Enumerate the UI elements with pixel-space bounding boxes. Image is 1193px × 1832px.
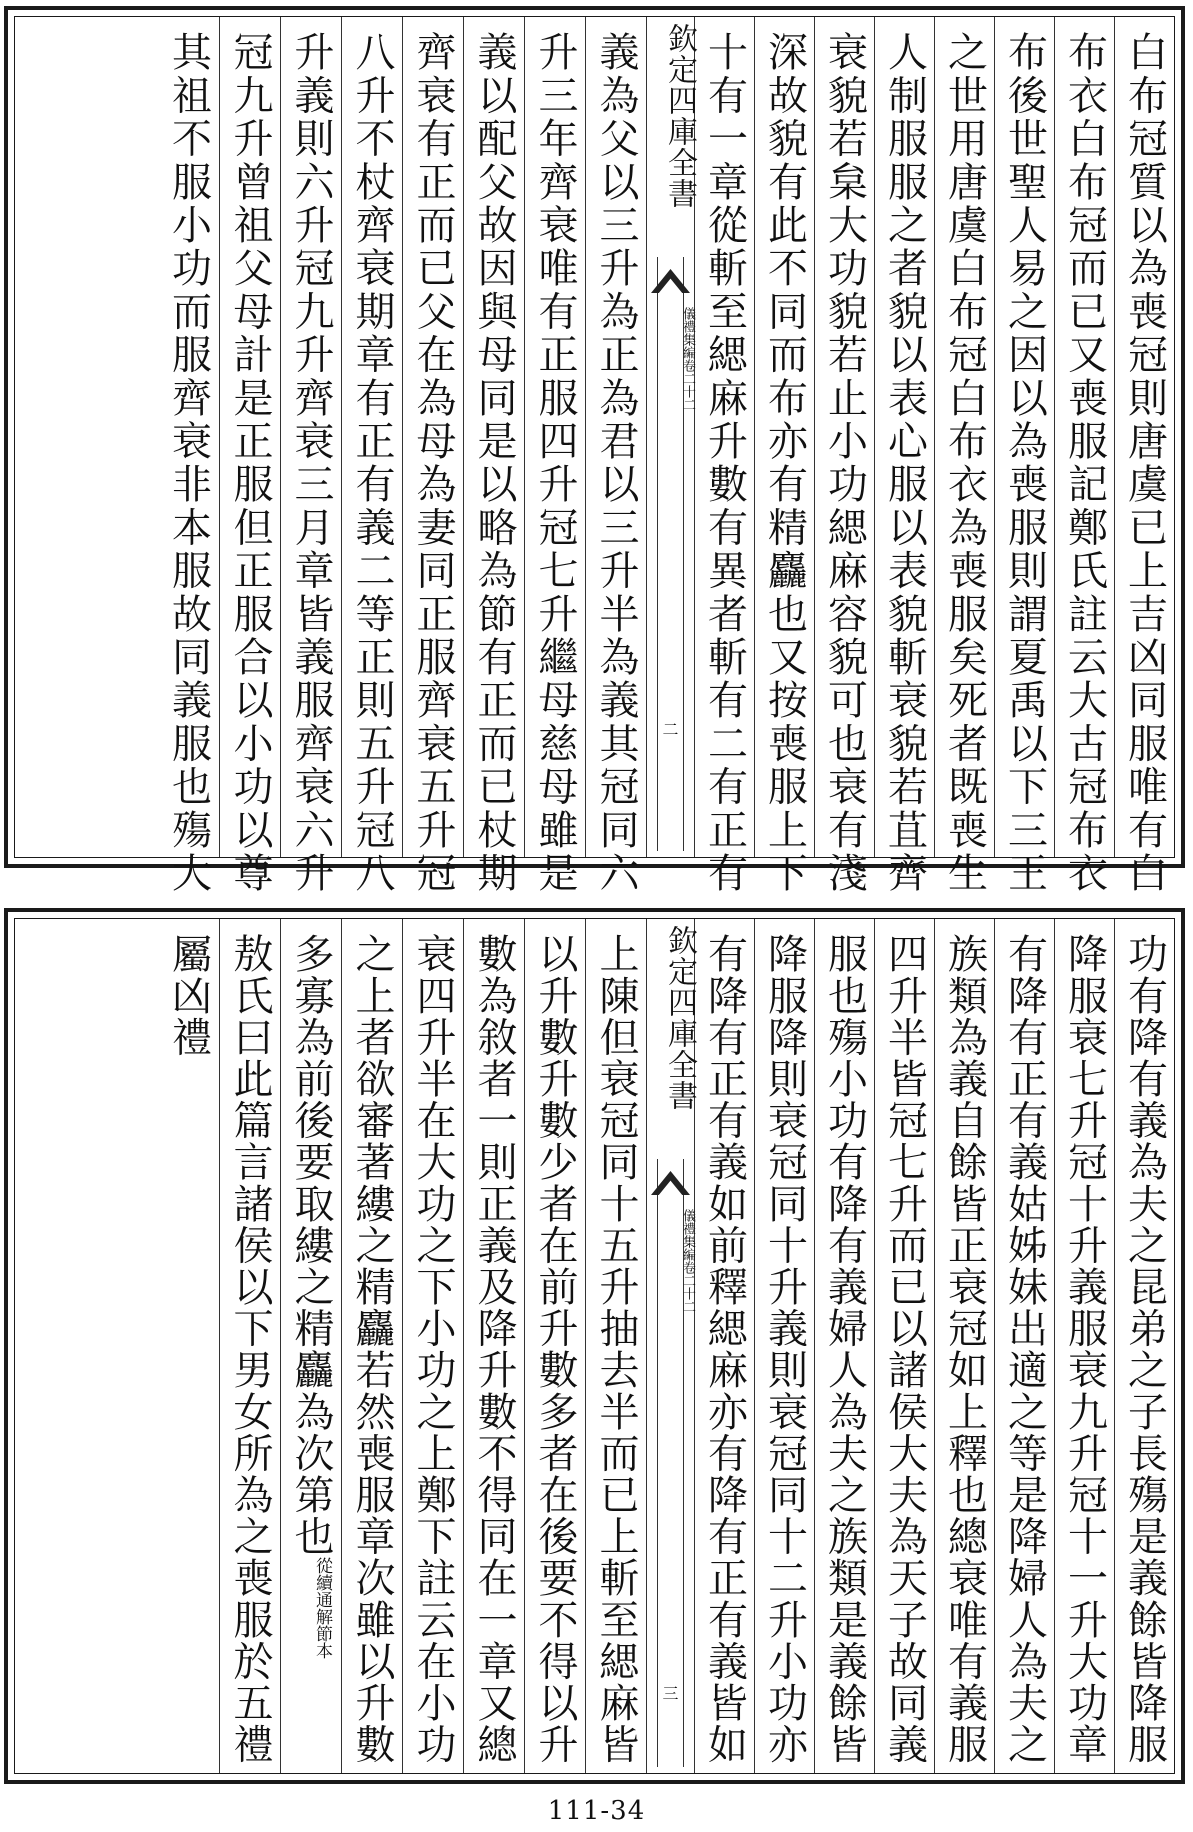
column-text: 有降有正有義姑姊妹出適之等是降婦人為夫之 bbox=[1001, 933, 1048, 1765]
book-title: 儀禮集編 卷二十二 bbox=[680, 307, 695, 411]
column-text: 十有一章從斬至緦麻升數有異者斬有二有正有 bbox=[701, 31, 748, 895]
text-column bbox=[814, 17, 874, 895]
text-column bbox=[280, 17, 341, 895]
column-text: 白布冠質以為喪冠則唐虞已上吉凶同服唯有白 bbox=[1121, 31, 1168, 895]
text-column bbox=[158, 17, 219, 895]
text-column bbox=[219, 17, 280, 895]
text-column bbox=[1054, 17, 1114, 895]
text-column bbox=[341, 17, 402, 895]
column-text: 升義則六升冠九升齊衰三月章皆義服齊衰六升 bbox=[288, 31, 334, 895]
column-text: 有降有正有義如前釋緦麻亦有降有正有義皆如 bbox=[701, 933, 748, 1765]
folio-number: 二 bbox=[662, 720, 679, 739]
series-title: 欽定四庫全書 bbox=[662, 23, 697, 209]
text-column bbox=[874, 17, 934, 895]
top-page bbox=[4, 6, 1185, 895]
center-fold bbox=[646, 919, 697, 1773]
text-column bbox=[694, 17, 754, 895]
folio-number: 三 bbox=[662, 1684, 679, 1703]
column-text: 降服降則衰冠同十升義則衰冠同十二升小功亦 bbox=[761, 933, 808, 1765]
bottom-page bbox=[4, 908, 1185, 1784]
column-text: 之上者欲審著縷之精麤若然喪服章次雖以升數 bbox=[349, 933, 395, 1765]
text-column bbox=[934, 17, 994, 895]
column-text-with-note bbox=[288, 933, 334, 1659]
text-column bbox=[934, 919, 994, 1773]
text-column bbox=[158, 919, 219, 1773]
text-column bbox=[463, 17, 524, 895]
text-column bbox=[994, 17, 1054, 895]
text-column bbox=[280, 919, 341, 1773]
text-column bbox=[994, 919, 1054, 1773]
column-text: 服也殤小功有降有義婦人為夫之族類是義餘皆 bbox=[821, 933, 868, 1765]
page-number: 111-34 bbox=[547, 1796, 646, 1826]
column-text: 深故貌有此不同而布亦有精麤也又按喪服上下 bbox=[761, 31, 808, 895]
text-column bbox=[402, 919, 463, 1773]
center-fold bbox=[646, 17, 697, 857]
text-column bbox=[524, 919, 585, 1773]
column-text: 升三年齊衰唯有正服四升冠七升繼母慈母雖是 bbox=[532, 31, 578, 895]
text-column bbox=[1114, 919, 1174, 1773]
column-text: 功有降有義為夫之昆弟之子長殤是義餘皆降服 bbox=[1121, 933, 1168, 1765]
column-text: 數為敘者一則正義及降升數不得同在一章又總 bbox=[471, 933, 517, 1765]
column-text: 人制服服之者貌以表心服以表貌斬衰貌若苴齊 bbox=[881, 31, 928, 895]
book-title: 儀禮集編 卷二十二 bbox=[680, 1209, 695, 1313]
text-column bbox=[694, 919, 754, 1773]
bottom-page-frame bbox=[14, 918, 1175, 1774]
column-text: 衰貌若枲大功貌若止小功緦麻容貌可也衰有淺 bbox=[821, 31, 868, 895]
column-text: 布衣白布冠而已又喪服記鄭氏註云大古冠布衣 bbox=[1061, 31, 1108, 895]
column-text: 屬凶禮 bbox=[165, 933, 212, 1058]
column-text: 八升不杖齊衰期章有正有義二等正則五升冠八 bbox=[349, 31, 395, 895]
text-column bbox=[874, 919, 934, 1773]
column-text: 敖氏曰此篇言諸侯以下男女所為之喪服於五禮 bbox=[227, 933, 273, 1765]
column-text: 以升數升數少者在前升數多者在後要不得以升 bbox=[532, 933, 578, 1765]
column-text: 族類為義自餘皆正衰冠如上釋也總衰唯有義服 bbox=[941, 933, 988, 1765]
column-text: 布後世聖人易之因以為喪服則謂夏禹以下三王 bbox=[1001, 31, 1048, 895]
text-column bbox=[341, 919, 402, 1773]
text-column bbox=[1114, 17, 1174, 895]
column-text: 冠九升曾祖父母計是正服但正服合以小功以尊 bbox=[227, 31, 273, 895]
text-column bbox=[585, 919, 646, 1773]
text-column bbox=[814, 919, 874, 1773]
top-page-frame bbox=[14, 16, 1175, 895]
column-text: 其祖不服小功而服齊衰非本服故同義服也殤大 bbox=[165, 31, 212, 895]
text-column bbox=[219, 919, 280, 1773]
column-text: 之世用唐虞白布冠白布衣為喪服矣死者既喪生 bbox=[941, 31, 988, 895]
column-text: 多寡為前後要取縷之精麤為次第也 bbox=[288, 933, 334, 1557]
text-column bbox=[524, 17, 585, 895]
text-column bbox=[754, 17, 814, 895]
column-text: 義為父以三升為正為君以三升半為義其冠同六 bbox=[593, 31, 639, 895]
inline-note: 從續通解節本 bbox=[312, 1557, 332, 1659]
column-text: 降服衰七升冠十升義服衰九升冠十一升大功章 bbox=[1061, 933, 1108, 1765]
text-column bbox=[402, 17, 463, 895]
column-text: 義以配父故因與母同是以略為節有正而已杖期 bbox=[471, 31, 517, 895]
text-column bbox=[463, 919, 524, 1773]
text-column bbox=[585, 17, 646, 895]
column-text: 上陳但衰冠同十五升抽去半而已上斬至緦麻皆 bbox=[593, 933, 639, 1765]
column-text: 四升半皆冠七升而已以諸侯大夫為天子故同義 bbox=[881, 933, 928, 1765]
series-title: 欽定四庫全書 bbox=[662, 925, 697, 1111]
text-column bbox=[1054, 919, 1114, 1773]
text-column bbox=[754, 919, 814, 1773]
column-text: 衰四升半在大功之下小功之上鄭下註云在小功 bbox=[410, 933, 456, 1765]
column-text: 齊衰有正而已父在為母為妻同正服齊衰五升冠 bbox=[410, 31, 456, 895]
